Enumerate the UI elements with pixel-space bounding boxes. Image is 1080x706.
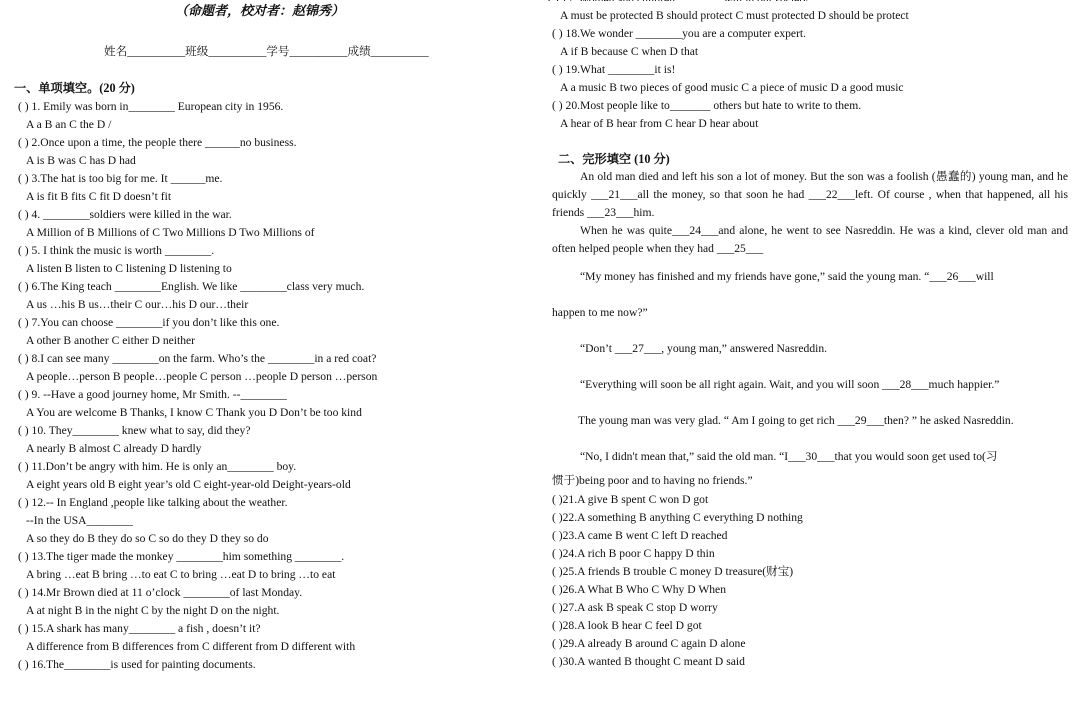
- question-line: ( )27.A ask B speak C stop D worry: [552, 601, 718, 614]
- answer-options: A must be protected B should protect C must protected D should be protect: [560, 9, 909, 22]
- answer-options: A so they do B they do so C so do they D they so do: [26, 532, 269, 545]
- question-line: ( ) 6.The King teach ________English. We like ________class very much.: [18, 280, 365, 293]
- question-line: ( ) 5. I think the music is worth ________.: [18, 244, 215, 257]
- question-line: ( )30.A wanted B thought C meant D said: [552, 655, 745, 668]
- cloze-paragraph-6: The young man was very glad. “ Am I going to get rich ___29___then? ” he asked Nasreddin.: [578, 414, 1014, 427]
- answer-options: A Million of B Millions of C Two Millions D Two Millions of: [26, 226, 315, 239]
- student-info-line: 姓名__________班级__________学号__________成绩__________: [104, 45, 429, 58]
- question-line: ( ) 15.A shark has many________ a fish , doesn’t it?: [18, 622, 261, 635]
- cloze-paragraph-1: An old man died and left his son a lot of money. But the son was a foolish (愚蠢的) young man, and he quickly ___21___all the money, so that soon he had ___22___left. Of course , when that happened, all his friends ___23___him.: [552, 170, 1068, 219]
- answer-options: A bring …eat B bring …to eat C to bring …eat D to bring …to eat: [26, 568, 336, 581]
- answer-options: A if B because C when D that: [560, 45, 699, 58]
- cloze-paragraph-2: When he was quite___24___and alone, he went to see Nasreddin. He was a kind, clever old man and often helped people when they had ___25___: [552, 224, 1068, 255]
- answer-options: A a music B two pieces of good music C a piece of music D a good music: [560, 81, 904, 94]
- question-line: ( ) 14.Mr Brown died at 11 o’clock ________of last Monday.: [18, 586, 303, 599]
- cloze-paragraph-5: “Everything will soon be all right again. Wait, and you will soon ___28___much happier.”: [580, 378, 1000, 391]
- cloze-paragraph-3b: happen to me now?”: [552, 306, 648, 319]
- section1-title: 一、单项填空。(20 分): [14, 81, 135, 95]
- question-line: ( ) 4. ________soldiers were killed in the war.: [18, 208, 232, 221]
- question-line: ( ) 11.Don’t be angry with him. He is only an________ boy.: [18, 460, 297, 473]
- section2-title: 二、完形填空 (10 分): [558, 152, 670, 166]
- question-line: ( )24.A rich B poor C happy D thin: [552, 547, 715, 560]
- answer-options: A is B was C has D had: [26, 154, 136, 167]
- cloze-paragraph-4: “Don’t ___27___, young man,” answered Nasreddin.: [580, 342, 828, 355]
- question-line: ( )29.A already B around C again D alone: [552, 637, 746, 650]
- answer-options: A people…person B people…people C person …people D person …person: [26, 370, 378, 383]
- question-line: ( ) 9. --Have a good journey home, Mr Smith. --________: [18, 388, 287, 401]
- header-credit: （命题者，校对者：赵锦秀）: [175, 3, 345, 18]
- question-line: ( )25.A friends B trouble C money D treasure(财宝): [552, 565, 794, 578]
- question-line: ( )22.A something B anything C everything D nothing: [552, 511, 803, 524]
- answer-options: A You are welcome B Thanks, I know C Thank you D Don’t be too kind: [26, 406, 362, 419]
- answer-options: A a B an C the D /: [26, 118, 112, 131]
- cloze-paragraph-3a: “My money has finished and my friends have gone,” said the young man. “___26___will: [580, 270, 994, 283]
- question-line: ( ) 19.What ________it is!: [552, 63, 676, 76]
- question-line: ( ) 1. Emily was born in________ European city in 1956.: [18, 100, 284, 113]
- question-line: ( ) 12.-- In England ,people like talking about the weather.: [18, 496, 288, 509]
- answer-options: A nearly B almost C already D hardly: [26, 442, 202, 455]
- answer-options: A at night B in the night C by the night D on the night.: [26, 604, 280, 617]
- question-line: ( ) 16.The________is used for painting documents.: [18, 658, 256, 671]
- answer-options: --In the USA________: [26, 514, 133, 527]
- answer-options: A hear of B hear from C hear D hear about: [560, 117, 759, 130]
- answer-options: A is fit B fits C fit D doesn’t fit: [26, 190, 172, 203]
- question-line: ( )26.A What B Who C Why D When: [552, 583, 726, 596]
- question-line: ( ) 3.The hat is too big for me. It ______me.: [18, 172, 223, 185]
- cloze-paragraph-7a: “No, I didn't mean that,” said the old man. “I___30___that you would soon get used to(习: [580, 450, 998, 463]
- question-line: ( ) 7.You can choose ________if you don’t like this one.: [18, 316, 280, 329]
- question-line: ( ) 18.We wonder ________you are a computer expert.: [552, 27, 807, 40]
- question-line: ( )28.A look B hear C feel D got: [552, 619, 702, 632]
- cut-question-17: [548, 0, 1072, 1]
- cloze-paragraph-7b: 惯于)being poor and to having no friends.”: [552, 474, 753, 487]
- answer-options: A eight years old B eight year’s old C eight-year-old Deight-years-old: [26, 478, 351, 491]
- question-line: ( )21.A give B spent C won D got: [552, 493, 709, 506]
- question-line: ( ) 20.Most people like to_______ others but hate to write to them.: [552, 99, 862, 112]
- answer-options: A us …his B us…their C our…his D our…their: [26, 298, 249, 311]
- question-line: ( ) 8.I can see many ________on the farm. Who’s the ________in a red coat?: [18, 352, 377, 365]
- question-line: ( )23.A came B went C left D reached: [552, 529, 728, 542]
- question-line: ( ) 2.Once upon a time, the people there ______no business.: [18, 136, 297, 149]
- answer-options: A other B another C either D neither: [26, 334, 196, 347]
- question-line: ( ) 10. They________ knew what to say, did they?: [18, 424, 251, 437]
- question-line: ( ) 13.The tiger made the monkey ________him something ________.: [18, 550, 345, 563]
- answer-options: A difference from B differences from C different from D different with: [26, 640, 356, 653]
- answer-options: A listen B listen to C listening D listening to: [26, 262, 232, 275]
